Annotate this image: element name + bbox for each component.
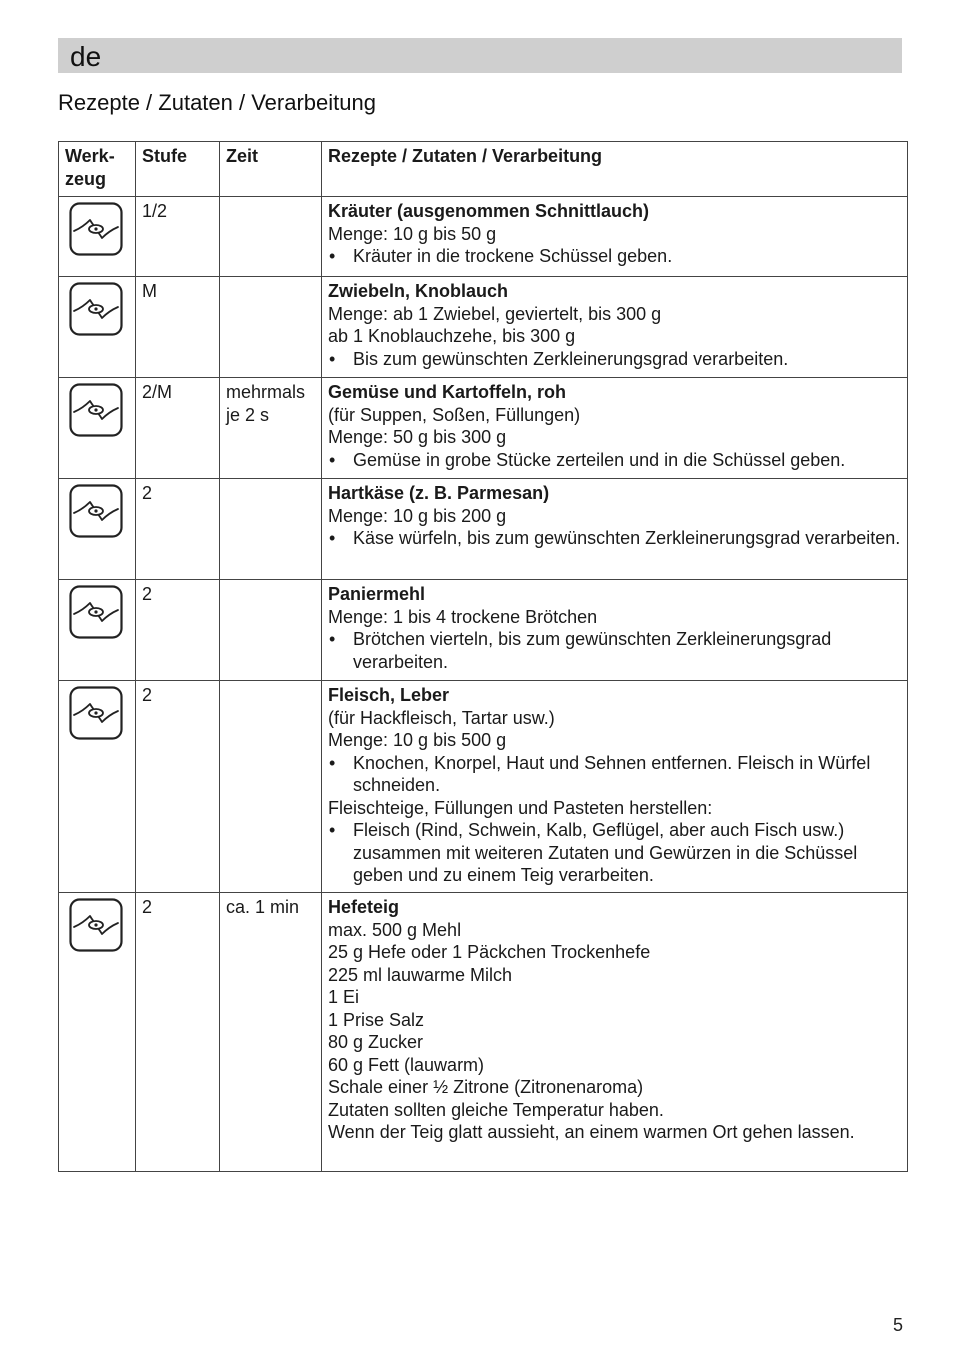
recipe-line: (für Suppen, Soßen, Füllungen) — [328, 404, 581, 425]
recipe-bullet-step: • Bis zum gewünschten Zerkleinerungsgrad verarbeiten. — [328, 348, 901, 371]
table-row — [59, 277, 908, 378]
recipe-line: Menge: 10 g bis 200 g — [328, 505, 507, 526]
recipe-table-body — [59, 197, 908, 1172]
cell-stufe: 2/M — [136, 378, 220, 479]
header-stufe: Stufe — [136, 142, 220, 197]
recipe-line: Zutaten sollten gleiche Temperatur haben. — [328, 1099, 664, 1120]
universal-blade-icon — [69, 202, 123, 256]
cell-stufe: 2 — [136, 893, 220, 1172]
recipe-line: 80 g Zucker — [328, 1032, 424, 1052]
universal-blade-icon — [69, 383, 123, 437]
recipe-line: Menge: 10 g bis 500 g — [328, 730, 507, 750]
cell-werkzeug — [59, 681, 136, 893]
recipe-line: Menge: 10 g bis 50 g — [328, 223, 497, 244]
universal-blade-icon — [69, 282, 123, 336]
recipe-line: Menge: 50 g bis 300 g — [328, 427, 507, 447]
cell-zeit — [220, 197, 322, 277]
page-number: 5 — [893, 1315, 904, 1335]
recipe-line: Fleischteige, Füllungen und Pasteten herstellen: — [328, 797, 713, 818]
cell-werkzeug — [59, 197, 136, 277]
universal-blade-icon — [69, 484, 123, 538]
table-row — [59, 197, 908, 277]
recipe-line: Schale einer ½ Zitrone (Zitronenaroma) — [328, 1077, 644, 1097]
language-bar — [58, 38, 902, 73]
cell-rezept — [322, 681, 908, 893]
recipe-title: Hefeteig — [328, 897, 400, 917]
recipe-line: max. 500 g Mehl — [328, 919, 462, 940]
recipe-line: Menge: ab 1 Zwiebel, geviertelt, bis 300 g — [328, 303, 662, 324]
recipe-line: 1 Ei — [328, 987, 360, 1007]
cell-stufe: 1/2 — [136, 197, 220, 277]
cell-stufe: M — [136, 277, 220, 378]
cell-rezept — [322, 378, 908, 479]
cell-zeit — [220, 277, 322, 378]
recipe-bullet-step: • Kräuter in die trockene Schüssel geben. — [328, 245, 901, 268]
recipe-line: 25 g Hefe oder 1 Päckchen Trockenhefe — [328, 942, 651, 962]
cell-rezept — [322, 580, 908, 681]
recipe-title: Paniermehl — [328, 584, 426, 604]
cell-stufe: 2 — [136, 479, 220, 580]
cell-zeit: mehrmals je 2 s — [220, 378, 322, 479]
cell-stufe: 2 — [136, 681, 220, 893]
cell-rezept — [322, 197, 908, 277]
recipe-line: Wenn der Teig glatt aussieht, an einem warmen Ort gehen lassen. — [328, 1122, 855, 1142]
table-row — [59, 479, 908, 580]
recipe-bullet-step: • Knochen, Knorpel, Haut und Sehnen entfernen. Fleisch in Würfel schneiden. — [328, 752, 901, 797]
recipe-line: Menge: 1 bis 4 trockene Brötchen — [328, 606, 598, 627]
table-header-row — [59, 142, 908, 197]
universal-blade-icon — [69, 898, 123, 952]
recipe-title: Gemüse und Kartoffeln, roh — [328, 382, 567, 402]
recipe-line: (für Hackfleisch, Tartar usw.) — [328, 707, 555, 728]
header-rezepte: Rezepte / Zutaten / Verarbeitung — [322, 142, 908, 197]
cell-werkzeug — [59, 479, 136, 580]
cell-rezept — [322, 893, 908, 1172]
cell-zeit: ca. 1 min — [220, 893, 322, 1172]
recipe-line: ab 1 Knoblauchzehe, bis 300 g — [328, 326, 576, 346]
language-label: de — [70, 41, 102, 72]
section-title: Rezepte / Zutaten / Verarbeitung — [58, 90, 376, 115]
recipe-title: Fleisch, Leber — [328, 685, 450, 705]
recipe-bullet-step: • Gemüse in grobe Stücke zerteilen und in die Schüssel geben. — [328, 449, 901, 472]
cell-werkzeug — [59, 580, 136, 681]
table-row — [59, 580, 908, 681]
recipe-line: 60 g Fett (lauwarm) — [328, 1054, 485, 1075]
header-werkzeug: Werk- zeug — [59, 142, 136, 197]
recipe-table — [58, 141, 908, 1172]
universal-blade-icon — [69, 686, 123, 740]
recipe-bullet-step: • Brötchen vierteln, bis zum gewünschten Zerkleinerungsgrad verarbeiten. — [328, 628, 901, 673]
recipe-line: 1 Prise Salz — [328, 1009, 425, 1030]
cell-zeit — [220, 580, 322, 681]
cell-rezept — [322, 277, 908, 378]
recipe-title: Kräuter (ausgenommen Schnittlauch) — [328, 201, 650, 221]
cell-werkzeug — [59, 378, 136, 479]
cell-stufe: 2 — [136, 580, 220, 681]
cell-zeit — [220, 479, 322, 580]
cell-werkzeug — [59, 893, 136, 1172]
table-row — [59, 378, 908, 479]
header-zeit: Zeit — [220, 142, 322, 197]
recipe-line: 225 ml lauwarme Milch — [328, 964, 513, 985]
cell-rezept — [322, 479, 908, 580]
universal-blade-icon — [69, 585, 123, 639]
cell-werkzeug — [59, 277, 136, 378]
table-row — [59, 681, 908, 893]
recipe-bullet-step: • Käse würfeln, bis zum gewünschten Zerkleinerungsgrad verarbeiten. — [328, 527, 901, 550]
recipe-title: Zwiebeln, Knoblauch — [328, 281, 509, 301]
cell-zeit — [220, 681, 322, 893]
recipe-bullet-step: • Fleisch (Rind, Schwein, Kalb, Geflügel, aber auch Fisch usw.) zusammen mit weiteren Zutaten und Gewürzen in die Schüssel geben und zu einem Teig verarbeiten. — [328, 819, 901, 887]
table-row — [59, 893, 908, 1172]
recipe-title: Hartkäse (z. B. Parmesan) — [328, 483, 550, 503]
